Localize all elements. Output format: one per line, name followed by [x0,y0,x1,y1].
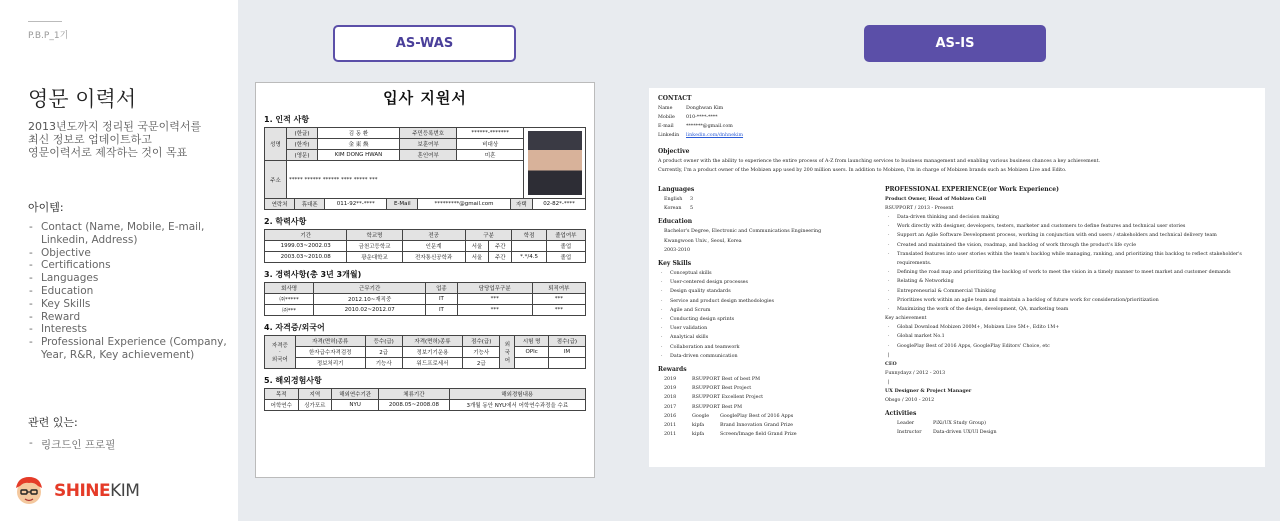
company-line: Funnydayz / 2012 - 2013 [885,370,946,376]
table-cell: IT [426,294,458,305]
table-cell: *********@gmail.com [418,199,510,210]
role-title: Product Owner, Head of Mobizen Cell [885,196,987,202]
column-header: 자격(면허)종류 [402,336,463,347]
contact-table [264,198,586,210]
list-item: - Languages [28,272,233,285]
column-header: 구분 [465,230,512,241]
list-item: · Global Download Mobizen 200M+, Mobizen Live 5M+, Edito 1M+ [885,323,1256,332]
overseas-table [264,388,586,411]
objective-text: Currently, I'm a product owner of the Mobizen app used by 200 million users. In addition to Mobizen, I'm in charge of Mobizen brands such as Mobizen Live and Edito. [658,168,1067,173]
column-header: 회사명 [265,283,314,294]
table-cell: 기능사 [365,358,402,369]
section-heading: Activities [885,409,917,417]
column-header: 업종 [426,283,458,294]
description-line: 2013년도까지 정리된 국문이력서를 [28,120,202,133]
table-cell: 전자통신공학과 [402,252,465,263]
list-item: · Entrepreneurial & Commercial Thinking [885,287,1256,296]
experience-list [885,213,1256,314]
column-header: 담당업무구분 [457,283,532,294]
reward-row: 2019 RSUPPORT Best of best PM [664,377,761,383]
list-item: - Objective [28,247,233,260]
section-heading: PROFESSIONAL EXPERIENCE(or Work Experience) [885,186,1059,193]
section-heading: 5. 해외경험사항 [264,376,322,385]
column-header: 체류기간 [379,389,449,400]
reward-row: 2016 Google GooglePlay Best of 2016 Apps [664,413,794,419]
column-header: 해외경험내용 [449,389,585,400]
contact-row: E-mail *******@gmail.com [658,124,733,129]
table-cell: 2003.03~2010.08 [265,252,347,263]
table-cell: 1999.03~2002.03 [265,241,347,252]
table-row [265,305,586,316]
photo-cell [524,128,586,199]
list-item: · Relating & Networking [885,277,1256,286]
as-is-document [649,88,1265,467]
table-cell: 연락처 [265,199,295,210]
section-heading: Objective [658,148,690,155]
activity-row: Leader PiXi/UX Study Group) [897,420,986,426]
list-item: - Reward [28,311,233,324]
items-list [28,221,233,362]
as-was-button[interactable]: AS-WAS [333,25,516,62]
table-cell [548,358,585,369]
table-row [265,347,586,358]
list-item: · Defining the road map and prioritizing the backlog of work to meet the vision in a timely manner to meet market and customer demands [885,268,1256,277]
table-cell: (한자) [287,139,318,150]
objective-text: A product owner with the ability to experience the entire process of A-Z from launching services to business management and enabling various business chances a key achievement. [658,159,1101,164]
list-item: · Conceptual skills [658,269,885,278]
profile-photo [528,131,582,195]
table-row [265,400,586,411]
table-cell: 2008.05~2008.08 [379,400,449,411]
table-cell: 보훈여부 [399,139,456,150]
table-cell: 금천고등학교 [347,241,402,252]
personal-info-table [264,127,586,199]
project-tag: P.B.P_1기 [28,31,69,41]
list-item: · Global market No.1 [885,332,1256,341]
education-line: Bachelor's Degree, Electronic and Communications Engineering [664,229,822,235]
column-header: 시험 명 [515,336,548,347]
company-line: Obsgo / 2010 - 2012 [885,397,935,403]
reward-row: 2017 RSUPPORT Best PM [664,404,742,410]
table-cell: ㈜***** [265,294,314,305]
list-item: - 링크드인 프로필 [28,437,115,452]
right-column [885,181,1256,439]
list-item: · Created and maintained the vision, roadmap, and backlog of work through the product's life cycle [885,241,1256,250]
table-cell: 졸업 [546,252,585,263]
table-row [265,241,586,252]
company-line: RSUPPORT / 2013 - Present [885,206,954,211]
list-item: - Professional Experience (Company, Year, R&R, Key achievement) [28,336,233,362]
list-item: · Prioritizes work within an agile team and maintain a backlog of future work for consideration/prioritization [885,296,1256,305]
certification-table [264,335,586,369]
list-item: · Agile and Scrum [658,306,885,315]
contact-row: Mobile 010-****-**** [658,115,718,120]
as-was-document [255,82,595,478]
section-heading: 1. 인적 사항 [264,115,310,124]
logo [12,474,139,508]
column-header: 점수(급) [548,336,585,347]
table-cell: E-Mail [387,199,418,210]
table-cell: NYU [332,400,379,411]
table-cell: 광운대학교 [347,252,402,263]
reward-row: 2011 kipfa Brand Innovation Grand Prize [664,423,793,429]
table-cell: 기능사 [463,347,500,358]
table-cell: 2급 [365,347,402,358]
column-header: 해외연수기관 [332,389,379,400]
language-label: 외 국 어 [500,336,515,369]
list-item: · Service and product design methodologies [658,297,885,306]
separator-bar: | [888,352,890,358]
related-heading: 관련 있는: [28,416,78,429]
address-value: ***** ****** ****** **** ***** *** [287,161,524,199]
table-cell: (한글) [287,128,318,139]
list-item: · Maximizing the work of the design, development, QA, marketing team [885,305,1256,314]
list-item: · Translated features into user stories within the team's backlog while managing, ranking, and prioritizing this backlog to reflect stakeholder's requirements. [885,250,1256,268]
table-cell: KIM DONG HWAN [318,150,400,161]
name-label: 성명 [265,128,287,161]
activity-row: Instructor Data-driven UX/UI Design [897,430,997,436]
table-cell: 인문계 [402,241,465,252]
reward-row: 2018 RSUPPORT Excellent Project [664,395,764,401]
education-table [264,229,586,263]
section-heading: Languages [658,186,695,193]
certification-label: 자격증 · 외국어 [265,336,296,369]
table-cell: *.*/4.5 [512,252,546,263]
table-cell: (영문) [287,150,318,161]
document-title: 입사 지원서 [383,89,467,107]
section-heading: 2. 학력사항 [264,217,307,226]
table-cell: 정보처리기 [295,358,365,369]
column-header: 등수(급) [365,336,402,347]
education-line: Kwangwoon Univ., Seoul, Korea [664,238,742,244]
list-item: · User-centered design processes [658,278,885,287]
reward-row: 2011 kipfa Screen/Image field Grand Prize [664,432,797,438]
contact-row: Name Donghwan Kim [658,106,724,111]
related-list [28,437,115,452]
column-header: 목적 [265,389,299,400]
table-cell: ******-******* [457,128,524,139]
table-cell: 주간 [489,252,512,263]
table-cell: ㈜*** [265,305,314,316]
table-cell: 혼인여부 [399,150,456,161]
table-cell: 2012.10~재직중 [314,294,426,305]
table-cell: 워드프로세서 [402,358,463,369]
table-cell: 주간 [489,241,512,252]
column-header: 퇴직여부 [532,283,585,294]
contact-row: Linkedin linkedin.com/dnhnekim [658,133,744,138]
table-cell: 2급 [463,358,500,369]
table-cell: 02-82*-**** [533,199,586,210]
table-cell: *** [532,305,585,316]
section-heading: 4. 자격증/외국어 [264,323,325,332]
divider [28,21,62,22]
as-is-button[interactable]: AS-IS [864,25,1046,62]
description-line: 영문이력서로 제작하는 것이 목표 [28,146,188,159]
table-cell: *** [532,294,585,305]
table-cell: *** [457,305,532,316]
column-header: 전공 [402,230,465,241]
table-cell: IT [426,305,458,316]
table-cell: 서울 [465,252,488,263]
list-item: · GooglePlay Best of 2016 Apps, GooglePlay Editors' Choice, etc [885,342,1256,351]
reward-row: 2019 RSUPPORT Best Project [664,386,752,392]
description-line: 최신 정보로 업데이트하고 [28,133,152,146]
table-cell: 졸업 [546,241,585,252]
list-item: · Work directly with designer, developers, testers, marketer and customers to define features and technical user stories [885,222,1256,231]
table-cell: 한자급수자격검정 [295,347,365,358]
table-cell: 2010.02~2012.07 [314,305,426,316]
table-cell: OPIc [515,347,548,358]
column-header: 지역 [298,389,332,400]
section-heading: Key Skills [658,260,692,268]
list-item: · Data-driven thinking and decision making [885,213,1256,222]
column-header: 졸업여부 [546,230,585,241]
table-cell: 011-92**-**** [325,199,387,210]
list-item: · Support an Agile Software Development process, working in conjunction with end users / stakeholders and technical delivery team [885,231,1256,240]
table-cell [515,358,548,369]
table-cell: 金 東 煥 [318,139,400,150]
table-cell: 3개월 동안 NYU에서 어학연수과정을 수료 [449,400,585,411]
column-header: 점수(급) [463,336,500,347]
linkedin-link[interactable]: linkedin.com/dnhnekim [686,133,744,138]
role-title: CEO [885,360,897,367]
table-cell: *** [457,294,532,305]
section-heading: Rewards [658,366,687,374]
table-cell: 서울 [465,241,488,252]
list-item: · Collaboration and teamwork [658,343,885,352]
items-heading: 아이템: [28,201,64,214]
key-achievement-label: Key achievement [885,316,927,322]
description [28,120,228,159]
list-item: · Data-driven communication [658,352,885,361]
table-cell: 미혼 [457,150,524,161]
list-item: - Education [28,285,233,298]
list-item: · Analytical skills [658,333,885,342]
table-row [265,252,586,263]
table-cell: 비대상 [457,139,524,150]
section-heading: 3. 경력사항(총 3년 3개월) [264,270,362,279]
page-title: 영문 이력서 [28,87,137,111]
list-item: - Certifications [28,259,233,272]
list-item: - Contact (Name, Mobile, E-mail, Linkedin, Address) [28,221,233,247]
list-item: · Design quality standards [658,287,885,296]
table-cell: 휴대폰 [295,199,325,210]
list-item: · User validation [658,324,885,333]
two-column-body [658,181,1256,439]
role-title: UX Designer & Project Manager [885,387,972,394]
table-cell: 정보기기운용 [402,347,463,358]
list-item: - Key Skills [28,298,233,311]
column-header: 학교명 [347,230,402,241]
list-item: · Conducting design sprints [658,315,885,324]
table-cell: 자택 [510,199,533,210]
avatar-icon [12,474,46,508]
achievement-list [885,323,1256,351]
column-header: 학점 [512,230,546,241]
table-row [265,358,586,369]
section-heading: Education [658,218,693,226]
logo-text: SHINEKIM [54,481,140,501]
column-header: 기간 [265,230,347,241]
table-cell: IM [548,347,585,358]
skills-list [658,269,885,361]
language-row: English 3 [664,197,694,202]
career-table [264,282,586,316]
table-cell [512,241,546,252]
table-cell: 김 동 환 [318,128,400,139]
section-heading: CONTACT [658,95,692,102]
table-cell: 주민등록번호 [399,128,456,139]
separator-bar: | [888,379,890,385]
left-column [658,181,885,439]
column-header: 자격(면허)종류 [295,336,365,347]
table-row [265,294,586,305]
column-header: 근무기간 [314,283,426,294]
education-line: 2003-2010 [664,247,691,253]
left-panel [0,0,238,521]
address-label: 주소 [265,161,287,199]
table-cell: 싱가포르 [298,400,332,411]
list-item: - Interests [28,323,233,336]
table-cell: 어학연수 [265,400,299,411]
language-row: Korean 5 [664,206,694,212]
